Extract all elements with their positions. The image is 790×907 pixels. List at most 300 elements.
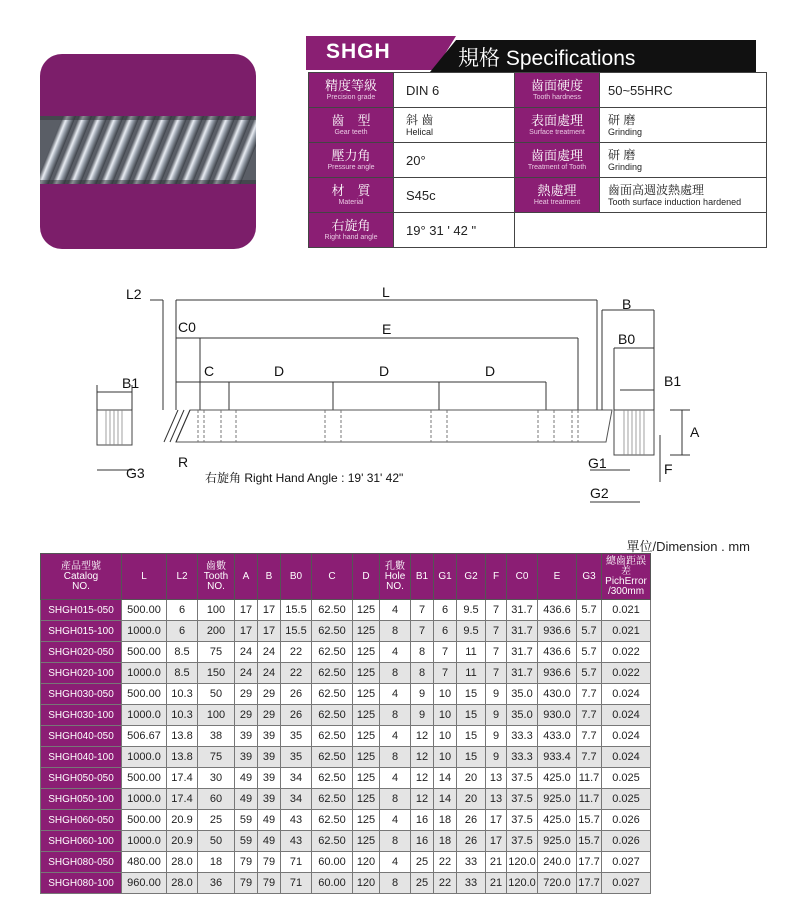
table-cell: 17 [235, 600, 258, 621]
spec-key-zh: 表面處理 [530, 112, 583, 128]
table-cell: 17.4 [167, 789, 198, 810]
table-cell: 0.026 [602, 831, 651, 852]
spec-value-text: 20° [406, 152, 426, 168]
table-cell: 20.9 [167, 810, 198, 831]
spec-row [309, 213, 767, 248]
table-cell: 15.5 [281, 621, 312, 642]
table-cell: 49 [258, 810, 281, 831]
table-cell: 7 [434, 642, 457, 663]
table-cell: 7.7 [577, 705, 602, 726]
table-cell: 7 [486, 663, 507, 684]
table-cell: 5.7 [577, 663, 602, 684]
table-cell: 120.0 [507, 852, 538, 873]
dim-label-r: R [178, 454, 189, 470]
table-cell: 62.50 [312, 789, 353, 810]
table-cell: 18 [434, 810, 457, 831]
table-cell: 436.6 [538, 600, 577, 621]
table-cell: 125 [353, 726, 380, 747]
spec-value-text: S45c [406, 187, 436, 203]
table-cell: 34 [281, 768, 312, 789]
table-cell: 62.50 [312, 831, 353, 852]
table-cell: 8 [380, 831, 411, 852]
table-cell: 9 [486, 684, 507, 705]
table-header-row [41, 554, 651, 600]
dim-label-a: A [690, 424, 700, 440]
spec-value [600, 143, 767, 178]
table-cell: 18 [198, 852, 235, 873]
table-cell: 8 [380, 747, 411, 768]
table-cell: 8.5 [167, 642, 198, 663]
table-cell: 933.4 [538, 747, 577, 768]
table-cell: 62.50 [312, 705, 353, 726]
table-cell: 7 [434, 663, 457, 684]
table-cell: 1000.0 [122, 705, 167, 726]
table-cell: 25 [411, 852, 434, 873]
table-cell: 33.3 [507, 726, 538, 747]
spec-key [515, 73, 600, 108]
spec-title: 規格 Specifications [458, 47, 636, 70]
table-cell: 12 [411, 789, 434, 810]
catalog-cell: SHGH015-100 [41, 621, 122, 642]
catalog-cell: SHGH060-050 [41, 810, 122, 831]
table-cell: 10.3 [167, 684, 198, 705]
spec-empty [515, 213, 767, 248]
table-cell: 34 [281, 789, 312, 810]
table-cell: 0.024 [602, 726, 651, 747]
table-cell: 43 [281, 810, 312, 831]
spec-value [600, 73, 767, 108]
catalog-cell: SHGH050-100 [41, 789, 122, 810]
table-cell: 0.021 [602, 600, 651, 621]
table-cell: 11.7 [577, 768, 602, 789]
catalog-cell: SHGH060-100 [41, 831, 122, 852]
spec-value [394, 143, 515, 178]
table-cell: 62.50 [312, 810, 353, 831]
table-cell: 79 [235, 873, 258, 894]
table-cell: 71 [281, 852, 312, 873]
table-cell: 39 [258, 768, 281, 789]
table-cell: 4 [380, 642, 411, 663]
column-header: 產品型號 Catalog NO. [41, 554, 122, 600]
table-cell: 31.7 [507, 642, 538, 663]
catalog-cell: SHGH030-050 [41, 684, 122, 705]
table-row [41, 768, 651, 789]
table-cell: 13 [486, 789, 507, 810]
table-cell: 16 [411, 810, 434, 831]
table-cell: 17.7 [577, 852, 602, 873]
spec-key [515, 143, 600, 178]
column-header: C0 [507, 554, 538, 600]
spec-key-zh: 熱處理 [537, 182, 577, 198]
spec-key [515, 178, 600, 213]
table-cell: 0.024 [602, 747, 651, 768]
table-row [41, 873, 651, 894]
table-row [41, 852, 651, 873]
table-cell: 4 [380, 768, 411, 789]
gear-rack-image [40, 54, 256, 249]
table-cell: 7 [486, 600, 507, 621]
table-cell: 15.7 [577, 831, 602, 852]
table-cell: 9 [486, 705, 507, 726]
table-cell: 22 [281, 642, 312, 663]
spec-header [306, 36, 756, 72]
table-cell: 0.024 [602, 705, 651, 726]
spec-value-sub: Helical [406, 126, 434, 137]
spec-key-zh: 壓力角 [331, 147, 371, 163]
table-cell: 125 [353, 600, 380, 621]
table-cell: 16 [411, 831, 434, 852]
table-cell: 29 [235, 705, 258, 726]
table-cell: 35.0 [507, 705, 538, 726]
table-cell: 15.5 [281, 600, 312, 621]
table-cell: 4 [380, 684, 411, 705]
table-row [41, 789, 651, 810]
table-cell: 125 [353, 663, 380, 684]
table-cell: 1000.0 [122, 831, 167, 852]
table-cell: 29 [235, 684, 258, 705]
table-cell: 36 [198, 873, 235, 894]
spec-value-text: DIN 6 [406, 82, 440, 98]
spec-value [600, 108, 767, 143]
spec-value [600, 178, 767, 213]
table-cell: 150 [198, 663, 235, 684]
spec-value-sub: Grinding [608, 126, 643, 137]
table-cell: 120.0 [507, 873, 538, 894]
table-cell: 15 [457, 705, 486, 726]
table-cell: 6 [434, 600, 457, 621]
table-cell: 960.00 [122, 873, 167, 894]
table-cell: 0.021 [602, 621, 651, 642]
spec-key-zh: 齒 型 [331, 112, 371, 128]
technical-drawing [0, 270, 790, 510]
table-cell: 6 [167, 621, 198, 642]
table-cell: 22 [434, 873, 457, 894]
table-row [41, 684, 651, 705]
table-cell: 8 [411, 663, 434, 684]
table-cell: 17 [235, 621, 258, 642]
catalog-cell: SHGH030-100 [41, 705, 122, 726]
table-cell: 29 [258, 684, 281, 705]
column-header: G2 [457, 554, 486, 600]
table-cell: 0.025 [602, 789, 651, 810]
table-cell: 1000.0 [122, 789, 167, 810]
table-cell: 125 [353, 810, 380, 831]
table-row [41, 831, 651, 852]
table-cell: 29 [258, 705, 281, 726]
table-cell: 79 [235, 852, 258, 873]
table-cell: 430.0 [538, 684, 577, 705]
table-cell: 28.0 [167, 852, 198, 873]
table-cell: 8 [380, 789, 411, 810]
table-cell: 17.7 [577, 873, 602, 894]
table-cell: 37.5 [507, 831, 538, 852]
table-cell: 49 [235, 789, 258, 810]
table-cell: 14 [434, 768, 457, 789]
table-cell: 20 [457, 768, 486, 789]
dim-label-g3: G3 [126, 465, 145, 481]
table-cell: 506.67 [122, 726, 167, 747]
table-cell: 15 [457, 684, 486, 705]
table-cell: 7 [411, 621, 434, 642]
dim-label-f: F [664, 461, 673, 477]
table-cell: 25 [198, 810, 235, 831]
table-cell: 11.7 [577, 789, 602, 810]
table-cell: 71 [281, 873, 312, 894]
table-cell: 31.7 [507, 663, 538, 684]
spec-value-text: 19° 31 ' 42 " [406, 222, 477, 238]
table-cell: 9 [486, 747, 507, 768]
dim-label-b1-left: B1 [122, 375, 140, 391]
spec-value-text: 研 磨 [608, 112, 636, 127]
spec-value-text: 斜 齒 [406, 112, 434, 127]
table-cell: 17 [258, 600, 281, 621]
table-cell: 436.6 [538, 642, 577, 663]
table-cell: 433.0 [538, 726, 577, 747]
catalog-cell: SHGH040-100 [41, 747, 122, 768]
table-cell: 62.50 [312, 747, 353, 768]
table-row [41, 621, 651, 642]
table-cell: 11 [457, 642, 486, 663]
table-cell: 21 [486, 852, 507, 873]
table-cell: 28.0 [167, 873, 198, 894]
table-cell: 13 [486, 768, 507, 789]
spec-value-sub: Grinding [608, 161, 643, 172]
table-cell: 8 [380, 873, 411, 894]
table-cell: 39 [258, 726, 281, 747]
table-cell: 60 [198, 789, 235, 810]
table-cell: 1000.0 [122, 663, 167, 684]
table-cell: 0.025 [602, 768, 651, 789]
spec-value [394, 73, 515, 108]
column-header: B0 [281, 554, 312, 600]
table-cell: 4 [380, 726, 411, 747]
table-cell: 125 [353, 768, 380, 789]
table-cell: 425.0 [538, 768, 577, 789]
column-header: A [235, 554, 258, 600]
table-cell: 8.5 [167, 663, 198, 684]
table-row [41, 726, 651, 747]
table-cell: 62.50 [312, 642, 353, 663]
table-cell: 125 [353, 642, 380, 663]
spec-key-en: Gear teeth [334, 128, 368, 136]
table-cell: 720.0 [538, 873, 577, 894]
table-cell: 62.50 [312, 621, 353, 642]
table-cell: 12 [411, 726, 434, 747]
table-cell: 10 [434, 726, 457, 747]
table-cell: 39 [258, 789, 281, 810]
table-cell: 60.00 [312, 852, 353, 873]
table-cell: 62.50 [312, 663, 353, 684]
spec-key-en: Precision grade [326, 93, 376, 101]
table-cell: 936.6 [538, 663, 577, 684]
dim-label-c0: C0 [178, 319, 196, 335]
table-cell: 125 [353, 684, 380, 705]
spec-row [309, 108, 767, 143]
spec-key [309, 108, 394, 143]
dimension-table [40, 553, 651, 894]
table-cell: 26 [457, 810, 486, 831]
dim-label-d3: D [485, 363, 496, 379]
table-cell: 33 [457, 852, 486, 873]
table-cell: 21 [486, 873, 507, 894]
spec-key [309, 73, 394, 108]
column-header: 孔數 Hole NO. [380, 554, 411, 600]
table-cell: 125 [353, 831, 380, 852]
catalog-cell: SHGH080-100 [41, 873, 122, 894]
table-cell: 10 [434, 705, 457, 726]
table-cell: 125 [353, 705, 380, 726]
column-header: E [538, 554, 577, 600]
dim-label-d1: D [274, 363, 285, 379]
column-header: B1 [411, 554, 434, 600]
table-cell: 9 [411, 684, 434, 705]
table-cell: 500.00 [122, 810, 167, 831]
table-cell: 0.022 [602, 663, 651, 684]
catalog-cell: SHGH020-100 [41, 663, 122, 684]
table-cell: 425.0 [538, 810, 577, 831]
table-cell: 24 [235, 663, 258, 684]
table-cell: 8 [411, 642, 434, 663]
table-cell: 37.5 [507, 768, 538, 789]
catalog-cell: SHGH020-050 [41, 642, 122, 663]
table-row [41, 642, 651, 663]
spec-key-en: Pressure angle [327, 163, 375, 171]
table-cell: 60.00 [312, 873, 353, 894]
table-cell: 24 [258, 642, 281, 663]
dim-label-l2: L2 [126, 286, 142, 302]
column-header: C [312, 554, 353, 600]
table-cell: 9 [411, 705, 434, 726]
table-cell: 500.00 [122, 600, 167, 621]
table-cell: 13.8 [167, 747, 198, 768]
table-cell: 15 [457, 747, 486, 768]
table-cell: 9 [486, 726, 507, 747]
table-cell: 10.3 [167, 705, 198, 726]
table-cell: 4 [380, 810, 411, 831]
table-cell: 240.0 [538, 852, 577, 873]
spec-key [309, 143, 394, 178]
spec-value [394, 178, 515, 213]
table-cell: 7.7 [577, 726, 602, 747]
column-header: G3 [577, 554, 602, 600]
table-cell: 925.0 [538, 831, 577, 852]
spec-key-zh: 精度等級 [324, 77, 377, 93]
table-cell: 14 [434, 789, 457, 810]
table-cell: 1000.0 [122, 621, 167, 642]
table-cell: 20.9 [167, 831, 198, 852]
table-cell: 62.50 [312, 768, 353, 789]
table-cell: 62.50 [312, 684, 353, 705]
table-cell: 500.00 [122, 684, 167, 705]
table-cell: 10 [434, 684, 457, 705]
table-cell: 79 [258, 852, 281, 873]
table-cell: 480.00 [122, 852, 167, 873]
spec-key [309, 178, 394, 213]
spec-key-zh: 右旋角 [331, 217, 371, 233]
spec-key [515, 108, 600, 143]
spec-key [309, 213, 394, 248]
table-cell: 59 [235, 831, 258, 852]
spec-key-en: Right hand angle [324, 233, 378, 241]
spec-row [309, 178, 767, 213]
table-cell: 7 [486, 642, 507, 663]
column-header: L2 [167, 554, 198, 600]
dim-label-b1-right: B1 [664, 373, 682, 389]
table-cell: 22 [434, 852, 457, 873]
dim-label-c: C [204, 363, 215, 379]
spec-row [309, 143, 767, 178]
table-row [41, 663, 651, 684]
table-cell: 35 [281, 726, 312, 747]
table-cell: 33.3 [507, 747, 538, 768]
table-cell: 18 [434, 831, 457, 852]
table-cell: 925.0 [538, 789, 577, 810]
table-cell: 37.5 [507, 789, 538, 810]
column-header: L [122, 554, 167, 600]
spec-value [394, 108, 515, 143]
table-cell: 24 [258, 663, 281, 684]
table-cell: 59 [235, 810, 258, 831]
dim-label-e: E [382, 321, 392, 337]
table-cell: 49 [258, 831, 281, 852]
spec-value-text: 研 磨 [608, 147, 636, 162]
table-cell: 0.027 [602, 852, 651, 873]
catalog-cell: SHGH080-050 [41, 852, 122, 873]
table-cell: 10 [434, 747, 457, 768]
table-cell: 50 [198, 684, 235, 705]
table-cell: 62.50 [312, 726, 353, 747]
table-cell: 200 [198, 621, 235, 642]
table-cell: 125 [353, 621, 380, 642]
table-cell: 6 [434, 621, 457, 642]
table-cell: 1000.0 [122, 747, 167, 768]
column-header: B [258, 554, 281, 600]
dim-label-g1: G1 [588, 455, 607, 471]
table-cell: 9.5 [457, 621, 486, 642]
spec-key-en: Heat treatment [533, 198, 581, 206]
table-cell: 5.7 [577, 621, 602, 642]
spec-key-en: Treatment of Tooth [527, 163, 587, 171]
table-cell: 35 [281, 747, 312, 768]
table-cell: 120 [353, 852, 380, 873]
table-cell: 936.6 [538, 621, 577, 642]
spec-value-sub: Tooth surface induction hardened [608, 196, 742, 207]
table-cell: 75 [198, 642, 235, 663]
table-cell: 17 [486, 831, 507, 852]
table-cell: 49 [235, 768, 258, 789]
catalog-cell: SHGH050-050 [41, 768, 122, 789]
table-cell: 0.022 [602, 642, 651, 663]
table-cell: 31.7 [507, 600, 538, 621]
column-header: 齒數 Tooth NO. [198, 554, 235, 600]
table-cell: 17 [258, 621, 281, 642]
column-header: G1 [434, 554, 457, 600]
table-cell: 0.026 [602, 810, 651, 831]
table-cell: 30 [198, 768, 235, 789]
table-cell: 11 [457, 663, 486, 684]
catalog-cell: SHGH040-050 [41, 726, 122, 747]
table-cell: 26 [457, 831, 486, 852]
spec-value-text: 50~55HRC [608, 82, 673, 98]
table-cell: 500.00 [122, 642, 167, 663]
table-cell: 33 [457, 873, 486, 894]
spec-key-zh: 齒面硬度 [530, 77, 583, 93]
table-cell: 125 [353, 747, 380, 768]
spec-value-text: 齒面高週波熱處理 [608, 182, 705, 197]
table-cell: 20 [457, 789, 486, 810]
dim-label-b: B [622, 296, 632, 312]
table-cell: 4 [380, 600, 411, 621]
